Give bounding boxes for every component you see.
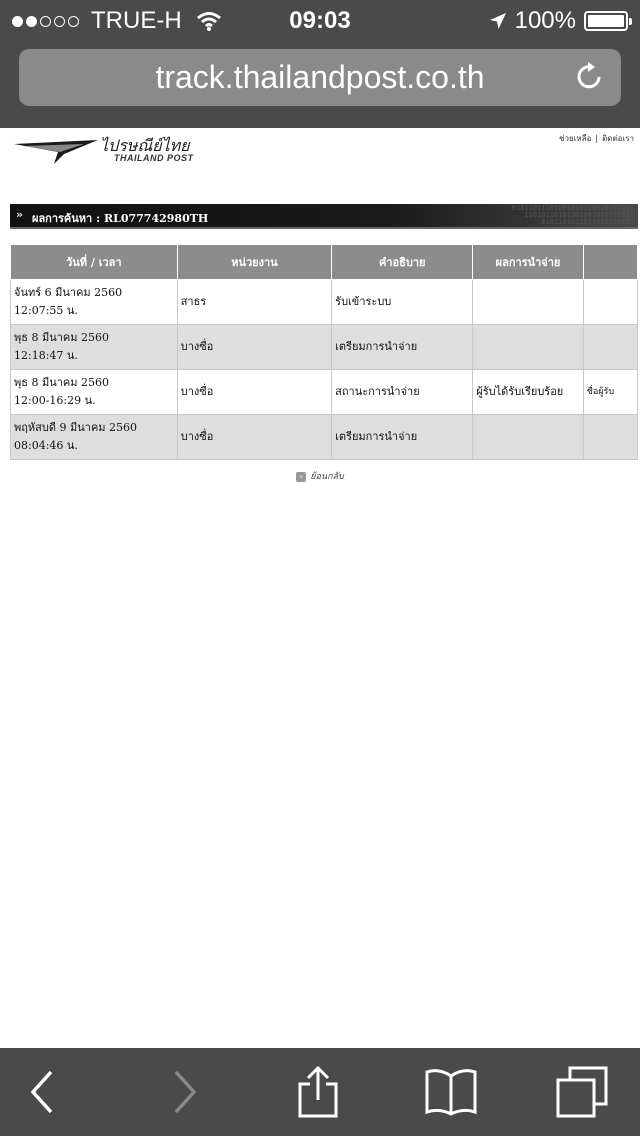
share-icon[interactable] (288, 1066, 348, 1118)
header-links: ช่วยเหลือ | ติดต่อเรา (559, 134, 634, 143)
contact-link[interactable]: ติดต่อเรา (602, 134, 634, 143)
cell-description: สถานะการนำจ่าย (332, 370, 473, 415)
cell-office: บางซื่อ (177, 370, 331, 415)
double-chevron-icon: » (16, 208, 24, 221)
header-description: คำอธิบาย (332, 245, 473, 280)
url-text[interactable]: track.thailandpost.co.th (155, 59, 485, 95)
cell-description: รับเข้าระบบ (332, 280, 473, 325)
cell-receiver (583, 325, 637, 370)
cell-datetime (11, 325, 178, 370)
cell-time: 08:04:46 น. (14, 439, 78, 452)
cell-time: 12:00-16:29 น. (14, 394, 96, 407)
cell-office: บางซื่อ (177, 415, 331, 460)
search-result-title: ผลการค้นหา : RL077742980TH (32, 212, 209, 225)
status-bar (0, 0, 640, 40)
back-icon[interactable] (13, 1066, 73, 1118)
cell-date: พุธ 8 มีนาคม 2560 (14, 331, 110, 344)
bookmarks-icon[interactable] (421, 1066, 481, 1118)
cell-description: เตรียมการนำจ่าย (332, 325, 473, 370)
back-link-label[interactable]: ย้อนกลับ (310, 472, 344, 482)
browser-toolbar (0, 1048, 640, 1136)
cell-description: เตรียมการนำจ่าย (332, 415, 473, 460)
receiver-name-link[interactable]: ชื่อผู้รับ (583, 370, 637, 415)
help-link[interactable]: ช่วยเหลือ (559, 134, 592, 143)
header-datetime: วันที่ / เวลา (11, 245, 178, 280)
carrier-name: TRUE-H (91, 7, 182, 34)
cell-time: 12:07:55 น. (14, 304, 78, 317)
table-row (11, 325, 638, 370)
logo-wing-icon (14, 136, 100, 166)
location-arrow-icon (489, 12, 507, 30)
header-office: หน่วยงาน (177, 245, 331, 280)
reload-icon[interactable] (575, 61, 605, 93)
header-result: ผลการนำจ่าย (473, 245, 583, 280)
cell-result (473, 415, 583, 460)
forward-icon[interactable] (154, 1066, 214, 1118)
cell-result (473, 325, 583, 370)
header-receiver (583, 245, 637, 280)
cell-date: จันทร์ 6 มีนาคม 2560 (14, 286, 123, 299)
status-time: 09:03 (289, 7, 351, 34)
thailand-post-logo[interactable] (14, 134, 194, 168)
back-arrow-icon: ‹ (296, 472, 306, 482)
binary-decoration: 01011011101001010110110101011 11010110101101001010011010 0101101011011010110101 (511, 204, 634, 226)
logo-english-text: THAILAND POST (114, 153, 194, 163)
cell-time: 12:18:47 น. (14, 349, 78, 362)
table-header-row (11, 245, 638, 280)
cell-result: ผู้รับได้รับเรียบร้อย (473, 370, 583, 415)
status-right (489, 7, 628, 35)
table-row (11, 370, 638, 415)
battery-percent: 100% (514, 7, 576, 34)
cell-datetime (11, 415, 178, 460)
table-row (11, 415, 638, 460)
cell-datetime (11, 370, 178, 415)
cell-date: พฤหัสบดี 9 มีนาคม 2560 (14, 421, 138, 434)
cell-office: สาธร (177, 280, 331, 325)
tracking-table (10, 244, 638, 460)
cell-receiver (583, 415, 637, 460)
battery-icon (584, 11, 628, 31)
search-result-bar (10, 204, 638, 229)
cell-date: พุธ 8 มีนาคม 2560 (14, 376, 110, 389)
cell-result (473, 280, 583, 325)
browser-chrome-top (0, 0, 640, 128)
web-page (0, 128, 640, 1048)
cell-office: บางซื่อ (177, 325, 331, 370)
table-row (11, 280, 638, 325)
url-bar[interactable] (19, 49, 621, 106)
back-link[interactable] (0, 469, 640, 483)
cell-datetime (11, 280, 178, 325)
tabs-icon[interactable] (552, 1066, 612, 1118)
logo-thai-text: ไปรษณีย์ไทย (100, 136, 190, 155)
cell-receiver (583, 280, 637, 325)
